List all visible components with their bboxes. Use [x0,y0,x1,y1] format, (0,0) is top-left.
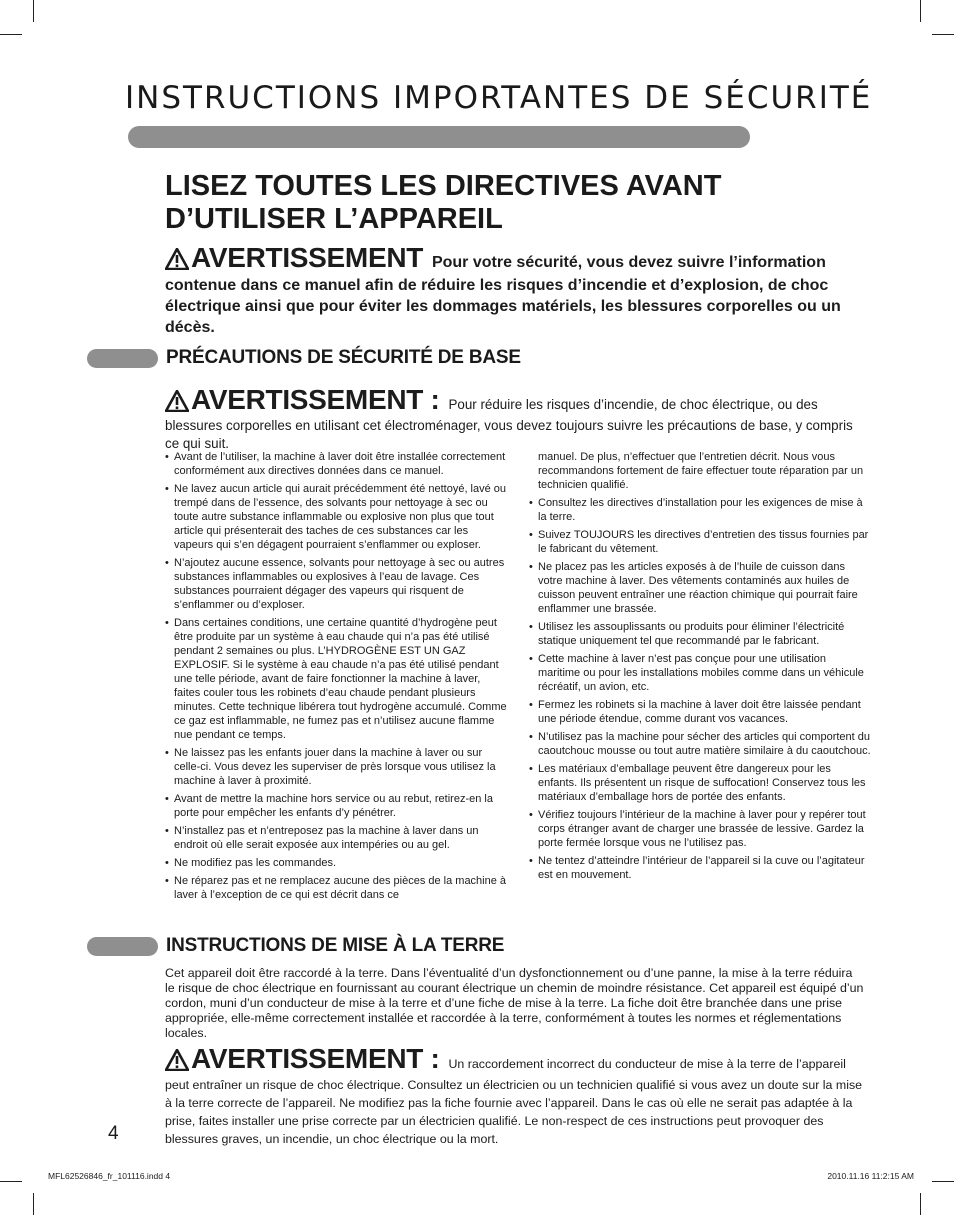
bullet-icon: • [529,561,533,573]
main-title: LISEZ TOUTES LES DIRECTIVES AVANT D’UTILISER L’APPAREIL [165,170,722,235]
footer-timestamp: 2010.11.16 11:2:15 AM [827,1171,914,1181]
list-item-text: Utilisez les assouplissants ou produits pour éliminer l’électricité statique uniquement tel que recommandé par le fabricant. [538,621,845,647]
list-item [165,482,507,552]
list-item [529,808,871,850]
list-item [529,528,871,556]
crop-mark [0,34,22,35]
crop-mark [0,1181,22,1182]
footer-file-info: MFL62526846_fr_101116.indd 4 [48,1171,171,1181]
list-item-text: Suivez TOUJOURS les directives d’entretien des tissus fournies par le fabricant du vêtement. [538,529,869,555]
list-item [165,824,507,852]
list-item-text: Ne lavez aucun article qui aurait précédemment été nettoyé, lavé ou trempé dans de l’essence, des solvants pour nettoyage à sec ou toute autre substance inflammable ou explosive non plus que tout article qui présenterait des taches de ces substances car les vapeurs qui s’en dégagent pourraient s’enflammer ou exploser. [174,483,507,551]
list-item [529,698,871,726]
list-item [529,620,871,648]
list-item [165,792,507,820]
list-item-text: Avant de mettre la machine hors service ou au rebut, retirez-en la porte pour empêcher les enfants d’y pénétrer. [174,793,493,819]
crop-mark [33,0,34,22]
list-item-text: N’ajoutez aucune essence, solvants pour nettoyage à sec ou autres substances inflammables ou explosives à l’eau de lavage. Ces substances pourraient dégager des vapeurs qui risquent de s’enflammer ou d’exploser. [174,557,505,611]
list-item [529,496,871,524]
section-title: INSTRUCTIONS DE MISE À LA TERRE [166,935,505,956]
list-item-text: N’installez pas et n’entreposez pas la machine à laver dans un endroit où elle serait exposée aux intempéries ou au gel. [174,825,479,851]
list-item [165,450,507,478]
crop-mark [33,1193,34,1215]
bullet-icon: • [529,497,533,509]
list-item [165,856,507,870]
list-item-text: Ne tentez d’atteindre l’intérieur de l’appareil si la cuve ou l’agitateur est en mouvement. [538,855,865,881]
list-item-text: Ne laissez pas les enfants jouer dans la machine à laver ou sur celle-ci. Vous devez les superviser de près lorsque vous utilisez la machine à laver à proximité. [174,747,496,787]
list-item [529,652,871,694]
warning-label: AVERTISSEMENT [191,242,424,273]
list-item-text: Les matériaux d’emballage peuvent être dangereux pour les enfants. Ils présentent un risque de suffocation! Conservez tous les matériaux d’emballage hors de portée des enfants. [538,763,866,803]
list-item-text: Ne placez pas les articles exposés à de l’huile de cuisson dans votre machine à laver. Des vêtements contaminés aux huiles de cuisson peuvent entraîner une réaction chimique qui pourrait faire enflammer une brassée. [538,561,858,615]
bullet-icon: • [529,809,533,821]
bullet-icon: • [529,653,533,665]
list-item-text: Cette machine à laver n’est pas conçue pour une utilisation maritime ou pour les installations mobiles comme dans un véhicule récréatif, un avion, etc. [538,653,864,693]
bullet-icon: • [165,875,169,887]
section-title: PRÉCAUTIONS DE SÉCURITÉ DE BASE [166,347,521,368]
section-header-grounding [87,935,504,957]
precautions-left-column [165,450,507,906]
precautions-right-column [529,450,871,886]
bullet-icon: • [165,557,169,569]
list-item-text: N’utilisez pas la machine pour sécher des articles qui comportent du caoutchouc mousse ou tout autre matière similaire à du caoutchouc. [538,731,871,757]
bullet-icon: • [165,793,169,805]
list-item [529,762,871,804]
warning-label: AVERTISSEMENT : [191,1043,440,1074]
warning-text: Un raccordement incorrect du conducteur de mise à la terre de l’appareil peut entraîner un risque de choc électrique. Consultez un électricien ou un technicien qualifié si vous avez un doute sur la mise à la terre correcte de l’appareil. Ne modifiez pas la fiche fournie avec l’appareil. Dans le cas où elle ne serait pas adaptée à la prise, faites installer une prise correcte par un électricien qualifié. Le non-respect de ces instructions peut provoquer des blessures graves, un incendie, un choc électrique ou la mort. [165,1057,863,1146]
list-item-text: Vérifiez toujours l’intérieur de la machine à laver pour y repérer tout corps étranger avant de charger une brassée de lessive. Gardez la porte fermée lorsque vous ne l’utilisez pas. [538,809,866,849]
warning-intro-text: Pour votre sécurité, vous devez suivre l’information contenue dans ce manuel afin de réduire les risques d’incendie et d’explosion, de choc électrique ainsi que pour éviter les dommages matériels, les blessures corporelles ou un décès. [165,254,841,336]
crop-mark [932,1181,954,1182]
list-item-text: Ne modifiez pas les commandes. [174,857,337,869]
warning-grounding [165,1043,870,1148]
header-divider-bar [128,126,750,148]
bullet-icon: • [165,617,169,629]
warning-triangle-icon [165,248,189,275]
list-item [529,560,871,616]
list-item [529,730,871,758]
bullet-icon: • [165,825,169,837]
list-item [165,616,507,742]
list-item-text: Ne réparez pas et ne remplacez aucune des pièces de la machine à laver à l’exception de ce qui est décrit dans ce [174,875,507,901]
bullet-icon: • [165,483,169,495]
grounding-paragraph: Cet appareil doit être raccordé à la terre. Dans l’éventualité d’un dysfonctionnement ou d’une panne, la mise à la terre réduira le risque de choc électrique en fournissant au courant électrique un chemin de moindre résistance. Cet appareil est équipé d’un cordon, muni d’un conducteur de mise à la terre et d’une fiche de mise à la terre. La fiche doit être branchée dans une prise appropriée, elle-même correctement installée et raccordée à la terre, conformément à toutes les normes et réglementations locales. [165,966,864,1040]
warning-triangle-icon [165,1049,189,1076]
warning-intro [165,242,870,338]
page-number: 4 [108,1123,119,1144]
bullet-icon: • [529,621,533,633]
bullet-icon: • [529,699,533,711]
crop-mark [920,1193,921,1215]
bullet-icon: • [529,763,533,775]
list-item-text: Consultez les directives d’installation pour les exigences de mise à la terre. [538,497,863,523]
list-item-text: Avant de l’utiliser, la machine à laver doit être installée correctement conformément aux directives données dans ce manuel. [174,451,506,477]
list-item [529,854,871,882]
section-header-basic-safety [87,347,521,369]
warning-label: AVERTISSEMENT : [191,384,440,415]
list-item-text: Fermez les robinets si la machine à laver doit être laissée pendant une période étendue, comme durant vos vacances. [538,699,861,725]
section-pill-marker [87,937,158,956]
bullet-icon: • [165,857,169,869]
bullet-icon: • [165,747,169,759]
bullet-icon: • [529,855,533,867]
bullet-icon: • [165,451,169,463]
crop-mark [932,34,954,35]
list-item-text: Dans certaines conditions, une certaine quantité d’hydrogène peut être produite par un système à eau chaude qui n’a pas été utilisé pendant 2 semaines ou plus. L’HYDROGÈNE EST UN GAZ EXPLOSIF. Si le système à eau chaude n’a pas été utilisé pendant une telle période, avant de faire fonctionner la machine à laver, faites couler tous les robinets d’eau chaude pendant plusieurs minutes. Cette technique libérera tout hydrogène accumulé. Comme ce gaz est inflammable, ne fumez pas et n’utilisez aucune flamme nue pendant ce temps. [174,617,507,741]
list-item [165,556,507,612]
bullet-icon: • [529,731,533,743]
page-header-title: INSTRUCTIONS IMPORTANTES DE SÉCURITÉ [125,80,873,116]
warning-triangle-icon [165,390,189,417]
section-pill-marker [87,349,158,368]
list-item [165,874,507,902]
list-item-continuation: manuel. De plus, n’effectuer que l’entretien décrit. Nous vous recommandons fortement de faire effectuer toute réparation par un technicien qualifié. [538,451,864,491]
warning-basic-safety [165,384,870,453]
bullet-icon: • [529,529,533,541]
warning-text: Pour réduire les risques d’incendie, de choc électrique, ou des blessures corporelles en utilisant cet électroménager, vous devez toujours suivre les précautions de base, y compris ce qui suit. [165,397,853,451]
list-item [165,746,507,788]
crop-mark [920,0,921,22]
